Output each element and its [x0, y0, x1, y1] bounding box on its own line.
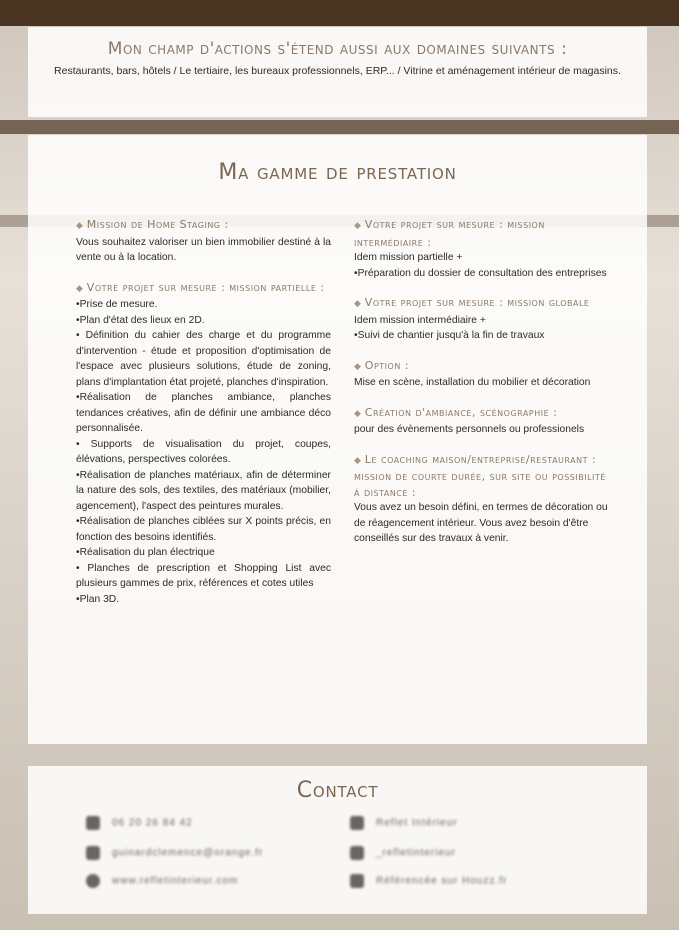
services-column-right [354, 217, 614, 561]
service-section [354, 358, 614, 391]
service-heading-text: Votre projet sur mesure : mission partielle : [86, 280, 325, 294]
domains-title: Mon champ d'actions s'étend aussi aux domaines suivants : [107, 39, 568, 59]
domains-panel [28, 27, 647, 117]
service-heading-text: Votre projet sur mesure : mission intermédiaire : [354, 218, 545, 249]
service-line: •Plan d'état des lieux en 2D. [76, 314, 205, 326]
houzz-icon [350, 874, 364, 888]
service-section [354, 405, 614, 438]
globe-icon [86, 874, 100, 888]
instagram-icon [350, 846, 364, 860]
service-heading-text: Option : [364, 358, 410, 372]
service-line: Vous souhaitez valoriser un bien immobilier destiné à la vente ou à la location. [76, 236, 331, 263]
service-line: Idem mission intermédiaire + [354, 314, 486, 326]
contact-houzz[interactable] [350, 874, 507, 888]
houzz-text: Référencée sur Houzz.fr [376, 875, 508, 887]
service-heading-text: Votre projet sur mesure : mission globale [364, 296, 590, 309]
service-line: •Prise de mesure. [76, 299, 158, 310]
service-line: • Planches de prescription et Shopping List avec plusieurs gammes de prix, références et cotes utiles [76, 562, 331, 589]
diamond-icon: ◆ [354, 221, 365, 231]
service-heading [76, 280, 331, 298]
contact-facebook[interactable] [350, 816, 458, 830]
service-line: Mise en scène, installation du mobilier et décoration [354, 377, 591, 388]
services-title: Ma gamme de prestation [218, 160, 457, 185]
service-heading [354, 358, 614, 376]
service-section [354, 295, 614, 344]
facebook-icon [350, 816, 364, 830]
website-text: www.refletinterieur.com [112, 875, 239, 887]
service-line: •Préparation du dossier de consultation des entreprises [354, 267, 607, 279]
service-heading [354, 405, 614, 423]
service-section [354, 452, 614, 547]
contact-website[interactable] [86, 874, 238, 888]
services-column-left [76, 217, 331, 621]
service-heading-text: Mission de Home Staging : [86, 218, 229, 231]
email-text: guinardclemence@orange.fr [112, 847, 264, 859]
service-line: •Plan 3D. [76, 593, 120, 605]
diamond-icon: ◆ [76, 221, 87, 231]
email-icon [86, 846, 100, 860]
service-line: Idem mission partielle + [354, 252, 463, 263]
contact-instagram[interactable] [350, 846, 456, 860]
contact-title: Contact [296, 778, 379, 803]
service-line: •Suivi de chantier jusqu'à la fin de travaux [354, 330, 545, 341]
service-heading [354, 217, 614, 250]
contact-phone[interactable] [86, 816, 193, 830]
service-heading [354, 295, 614, 313]
diamond-icon: ◆ [354, 408, 365, 419]
service-heading [76, 217, 331, 235]
service-line: •Réalisation du plan électrique [76, 547, 215, 558]
service-line: • Supports de visualisation du projet, coupes, élévations, perspectives colorées. [76, 438, 331, 465]
service-heading-text: Création d'ambiance, scénographie : [364, 405, 558, 419]
service-line: • Définition du cahier des charge et du programme d'intervention - étude et proposition d'optimisation de l'espace avec plusieurs solutions, étude de zoning, plans d'implantation état projeté, planches d'inspiration. [76, 330, 331, 388]
service-line: •Réalisation de planches ciblées sur X points précis, en fonction des besoins identifiés. [76, 516, 331, 543]
service-heading [354, 452, 614, 501]
service-section [354, 217, 614, 281]
service-heading-text: Le coaching maison/entreprise/restaurant : mission de courte durée, sur site ou possibilité à distance : [354, 452, 606, 499]
facebook-text: Reflet Intérieur [376, 817, 458, 829]
phone-icon [86, 816, 100, 830]
service-line: Vous avez un besoin défini, en termes de décoration ou de réagencement intérieur. Vous avez besoin d'être conseillés sur des travaux à venir. [354, 502, 608, 544]
domains-text: Restaurants, bars, hôtels / Le tertiaire, les bureaux professionnels, ERP... / Vitrine et aménagement intérieur de magasins. [54, 65, 621, 77]
diamond-icon: ◆ [76, 283, 87, 294]
diamond-icon: ◆ [354, 361, 365, 372]
service-line: •Réalisation de planches matériaux, afin de déterminer la nature des sols, des textiles, des matériaux (mobilier, agencement), l'aspect des peintures murales. [76, 469, 331, 512]
service-line: •Réalisation de planches ambiance, planches tendances créatives, afin de définir une ambiance déco personnalisée. [76, 392, 331, 434]
contact-email[interactable] [86, 846, 263, 860]
service-section [76, 280, 331, 608]
services-panel [28, 135, 647, 744]
service-line: pour des évènements personnels ou professionels [354, 424, 585, 435]
instagram-text: _refletinterieur [376, 847, 456, 859]
diamond-icon: ◆ [354, 455, 365, 466]
service-section [76, 217, 331, 266]
diamond-icon: ◆ [354, 299, 365, 309]
phone-text: 06 20 26 84 42 [112, 817, 193, 829]
contact-panel [28, 766, 647, 914]
